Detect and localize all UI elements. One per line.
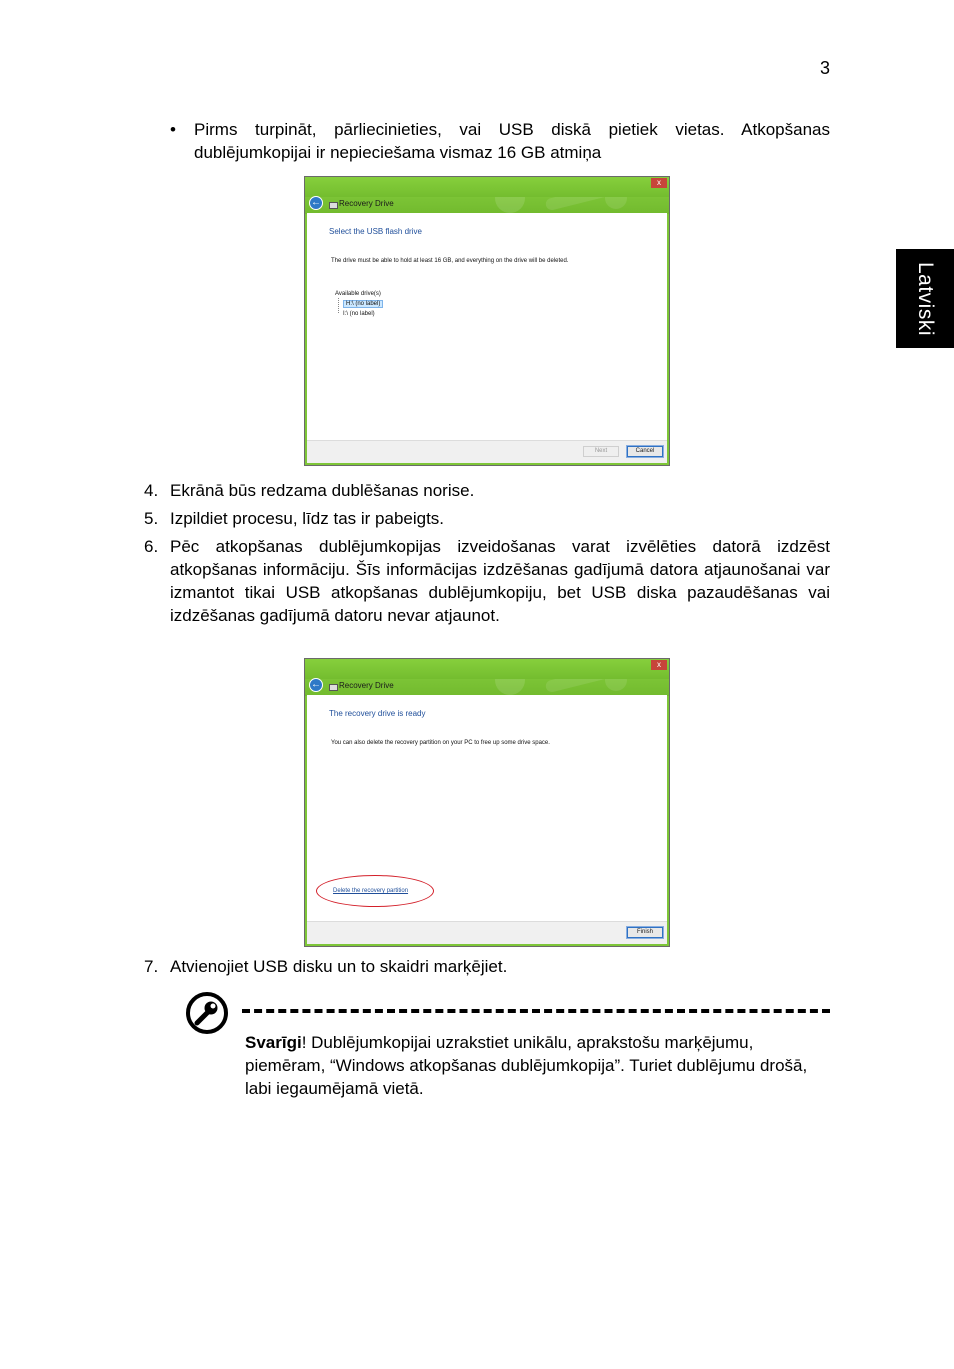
drive-item[interactable] [335, 311, 383, 321]
dialog-body [307, 695, 667, 944]
step-number: 6. [144, 537, 159, 556]
back-arrow-icon[interactable]: ← [311, 197, 321, 208]
dialog-heading: The recovery drive is ready [329, 709, 426, 718]
drive-list [335, 291, 383, 321]
window-titlebar [305, 659, 669, 679]
next-button[interactable]: Next [583, 446, 619, 457]
step-number: 5. [144, 509, 159, 528]
dialog-footer [307, 440, 667, 463]
note-label: Svarīgi [245, 1033, 302, 1052]
close-button[interactable]: x [651, 178, 667, 188]
dialog-footer [307, 921, 667, 944]
page-number: 3 [819, 58, 830, 78]
recovery-drive-dialog-select [304, 176, 670, 466]
drive-icon [329, 202, 338, 209]
drive-icon [329, 684, 338, 691]
bullet-marker: • [170, 120, 176, 139]
note-divider [242, 1009, 830, 1013]
intro-bullet-text: Pirms turpināt, pārliecinieties, vai USB diskā pietiek vietas. Atkopšanas dublējumkopijai ir nepieciešama vismaz 16 GB atmiņa [194, 120, 830, 162]
dialog-heading: Select the USB flash drive [329, 227, 422, 236]
dialog-body [307, 213, 667, 463]
language-tab-label: Latviski [914, 261, 937, 336]
finish-button[interactable]: Finish [627, 927, 663, 938]
cancel-button[interactable]: Cancel [627, 446, 663, 457]
recovery-drive-dialog-ready [304, 658, 670, 947]
delete-recovery-partition-link[interactable]: Delete the recovery partition [333, 888, 409, 894]
step-text: Pēc atkopšanas dublējumkopijas izveidošanas varat izvēlēties datorā izdzēst atkopšanas informāciju. Šīs informācijas izdzēšanas gadījumā datora atjaunošanai var izmantot tikai USB atkopšanas dublējumkopiju, bet USB diska pazaudēšanas vai izdzēšanas gadījumā datoru nevar atjaunot. [170, 537, 830, 625]
step-number: 7. [144, 957, 159, 976]
window-titlebar [305, 177, 669, 197]
step-number: 4. [144, 481, 159, 500]
dialog-title: Recovery Drive [339, 681, 394, 690]
drive-item-label: I:\ (no label) [343, 311, 375, 317]
step-text: Ekrānā būs redzama dublēšanas norise. [170, 481, 475, 500]
wrench-icon [185, 991, 229, 1035]
step-text: Atvienojiet USB disku un to skaidri marķējiet. [170, 957, 508, 976]
close-button[interactable]: x [651, 660, 667, 670]
note-text: ! Dublējumkopijai uzrakstiet unikālu, aprakstošu marķējumu, piemēram, “Windows atkopšanas dublējumkopija”. Turiet dublējumu drošā, labi iegaumējamā vietā. [245, 1033, 808, 1098]
drive-item-label: H:\ (no label) [343, 300, 383, 308]
step-text: Izpildiet procesu, līdz tas ir pabeigts. [170, 509, 445, 528]
language-tab [896, 249, 954, 348]
highlight-ellipse [316, 875, 434, 907]
dialog-description: You can also delete the recovery partition on your PC to free up some drive space. [331, 740, 550, 746]
important-note [245, 1031, 830, 1100]
dialog-title: Recovery Drive [339, 199, 394, 208]
back-arrow-icon[interactable]: ← [311, 679, 321, 690]
drive-item[interactable] [335, 301, 383, 311]
dialog-description: The drive must be able to hold at least 16 GB, and everything on the drive will be deleted. [331, 258, 569, 264]
drive-list-label: Available drive(s) [335, 291, 381, 297]
